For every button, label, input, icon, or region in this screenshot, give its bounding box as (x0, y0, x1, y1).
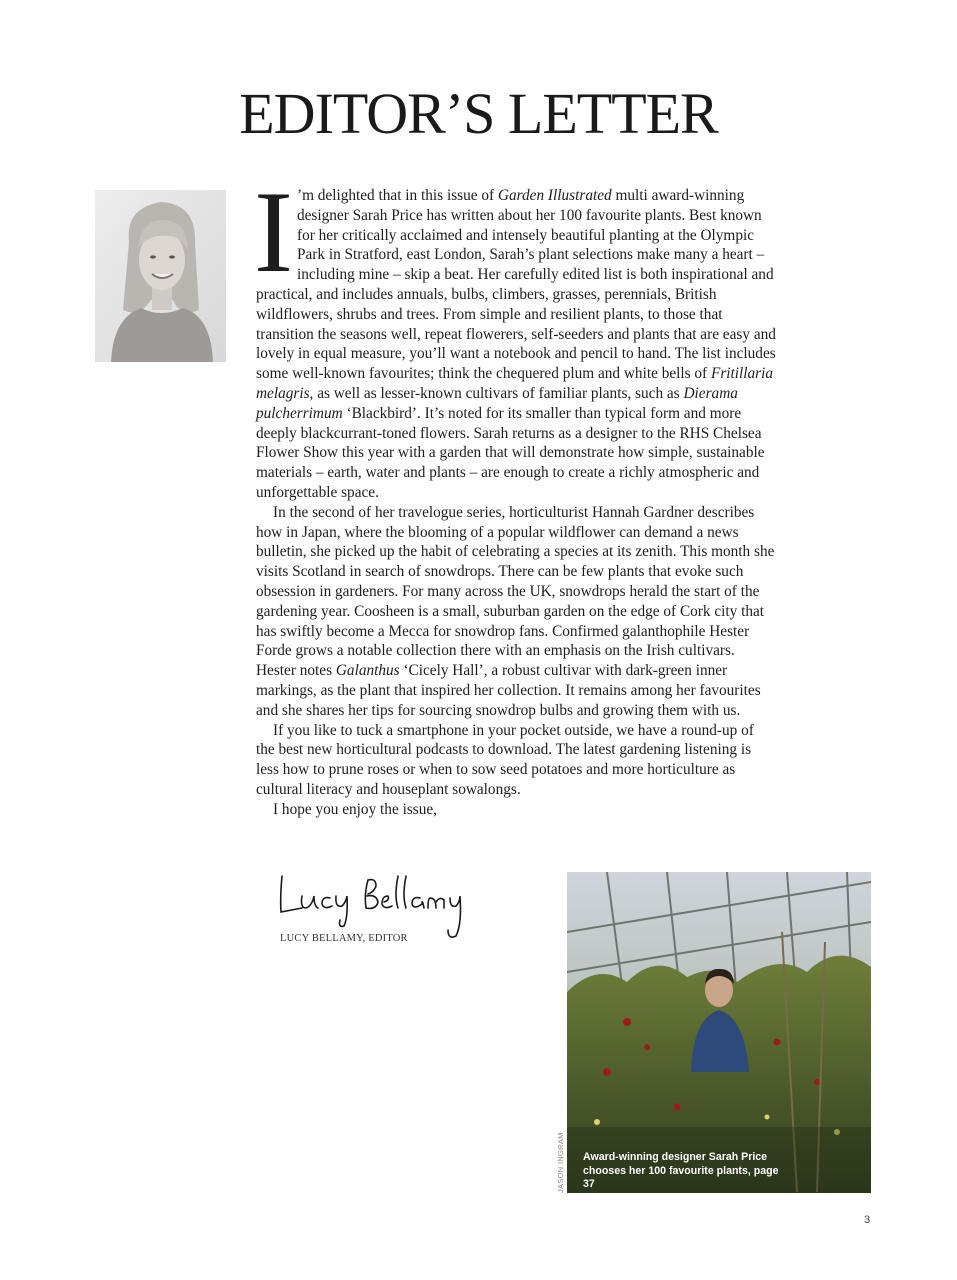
signature-caption: LUCY BELLAMY, EDITOR (280, 933, 408, 944)
photo-caption: Award-winning designer Sarah Price chooses her 100 favourite plants, page 37 (583, 1151, 779, 1190)
paragraph-1: I ’m delighted that in this issue of Garden Illustrated multi award-winning designer Sarah Price has written about her 100 favourite plants. Best known for her critically acclaimed and intensely beautiful planting at the Olympic Park in Stratford, east London, Sarah’s plant selections make many a heart – including mine – skip a beat. Her carefully edited list is both inspirational and practical, and includes annuals, bulbs, climbers, grasses, perennials, British wildflowers, shrubs and trees. From simple and resilient plants, to those that transition the seasons well, repeat flowerers, self-seeders and plants that are easy and lovely in equal measure, you’ll want a notebook and pencil to hand. The list includes some well-known favourites; think the chequered plum and white bells of Fritillaria melagris, as well as lesser-known cultivars of familiar plants, such as Dierama pulcherrimum ‘Blackbird’. It’s noted for its smaller than typical form and more deeply blackcurrant-toned flowers. Sarah returns as a designer to the RHS Chelsea Flower Show this year with a garden that will demonstrate how simple, sustainable materials – earth, water and plants – are enough to create a richly atmospheric and unforgettable space. (254, 168, 776, 501)
editor-portrait (95, 190, 226, 362)
paragraph-3: If you like to tuck a smartphone in your pocket outside, we have a round-up of the best new horticultural podcasts to download. The latest gardening listening is less how to prune roses or when to sow seed potatoes and more horticulture as cultural literacy and houseplant sowalongs. (256, 721, 754, 798)
page-number: 3 (864, 1214, 871, 1226)
paragraph-4: I hope you enjoy the issue, (273, 800, 437, 818)
drop-cap: I (254, 168, 293, 297)
photo-credit: JASON INGRAM (556, 1132, 565, 1193)
editor-letter-body (254, 168, 776, 820)
page-title: EDITOR’S LETTER (239, 81, 718, 146)
paragraph-2: In the second of her travelogue series, horticulturist Hannah Gardner describes how in Japan, where the blooming of a popular wildflower can demand a news bulletin, she picked up the habit of celebrating a species at its zenith. This month she visits Scotland in search of snowdrops. There can be few plants that evoke such obsession in gardeners. For many across the UK, snowdrops herald the start of the gardening year. Coosheen is a small, suburban garden on the edge of Cork city that has swiftly become a Mecca for snowdrop fans. Confirmed galanthophile Hester Forde grows a notable collection there with an emphasis on the Irish cultivars. Hester notes Galanthus ‘Cicely Hall’, a robust cultivar with dark-green inner markings, as the plant that inspired her collection. It remains among her favourites and she shares her tips for sourcing snowdrop bulbs and growing them with us. (256, 503, 775, 719)
garden-photo (567, 872, 871, 1193)
